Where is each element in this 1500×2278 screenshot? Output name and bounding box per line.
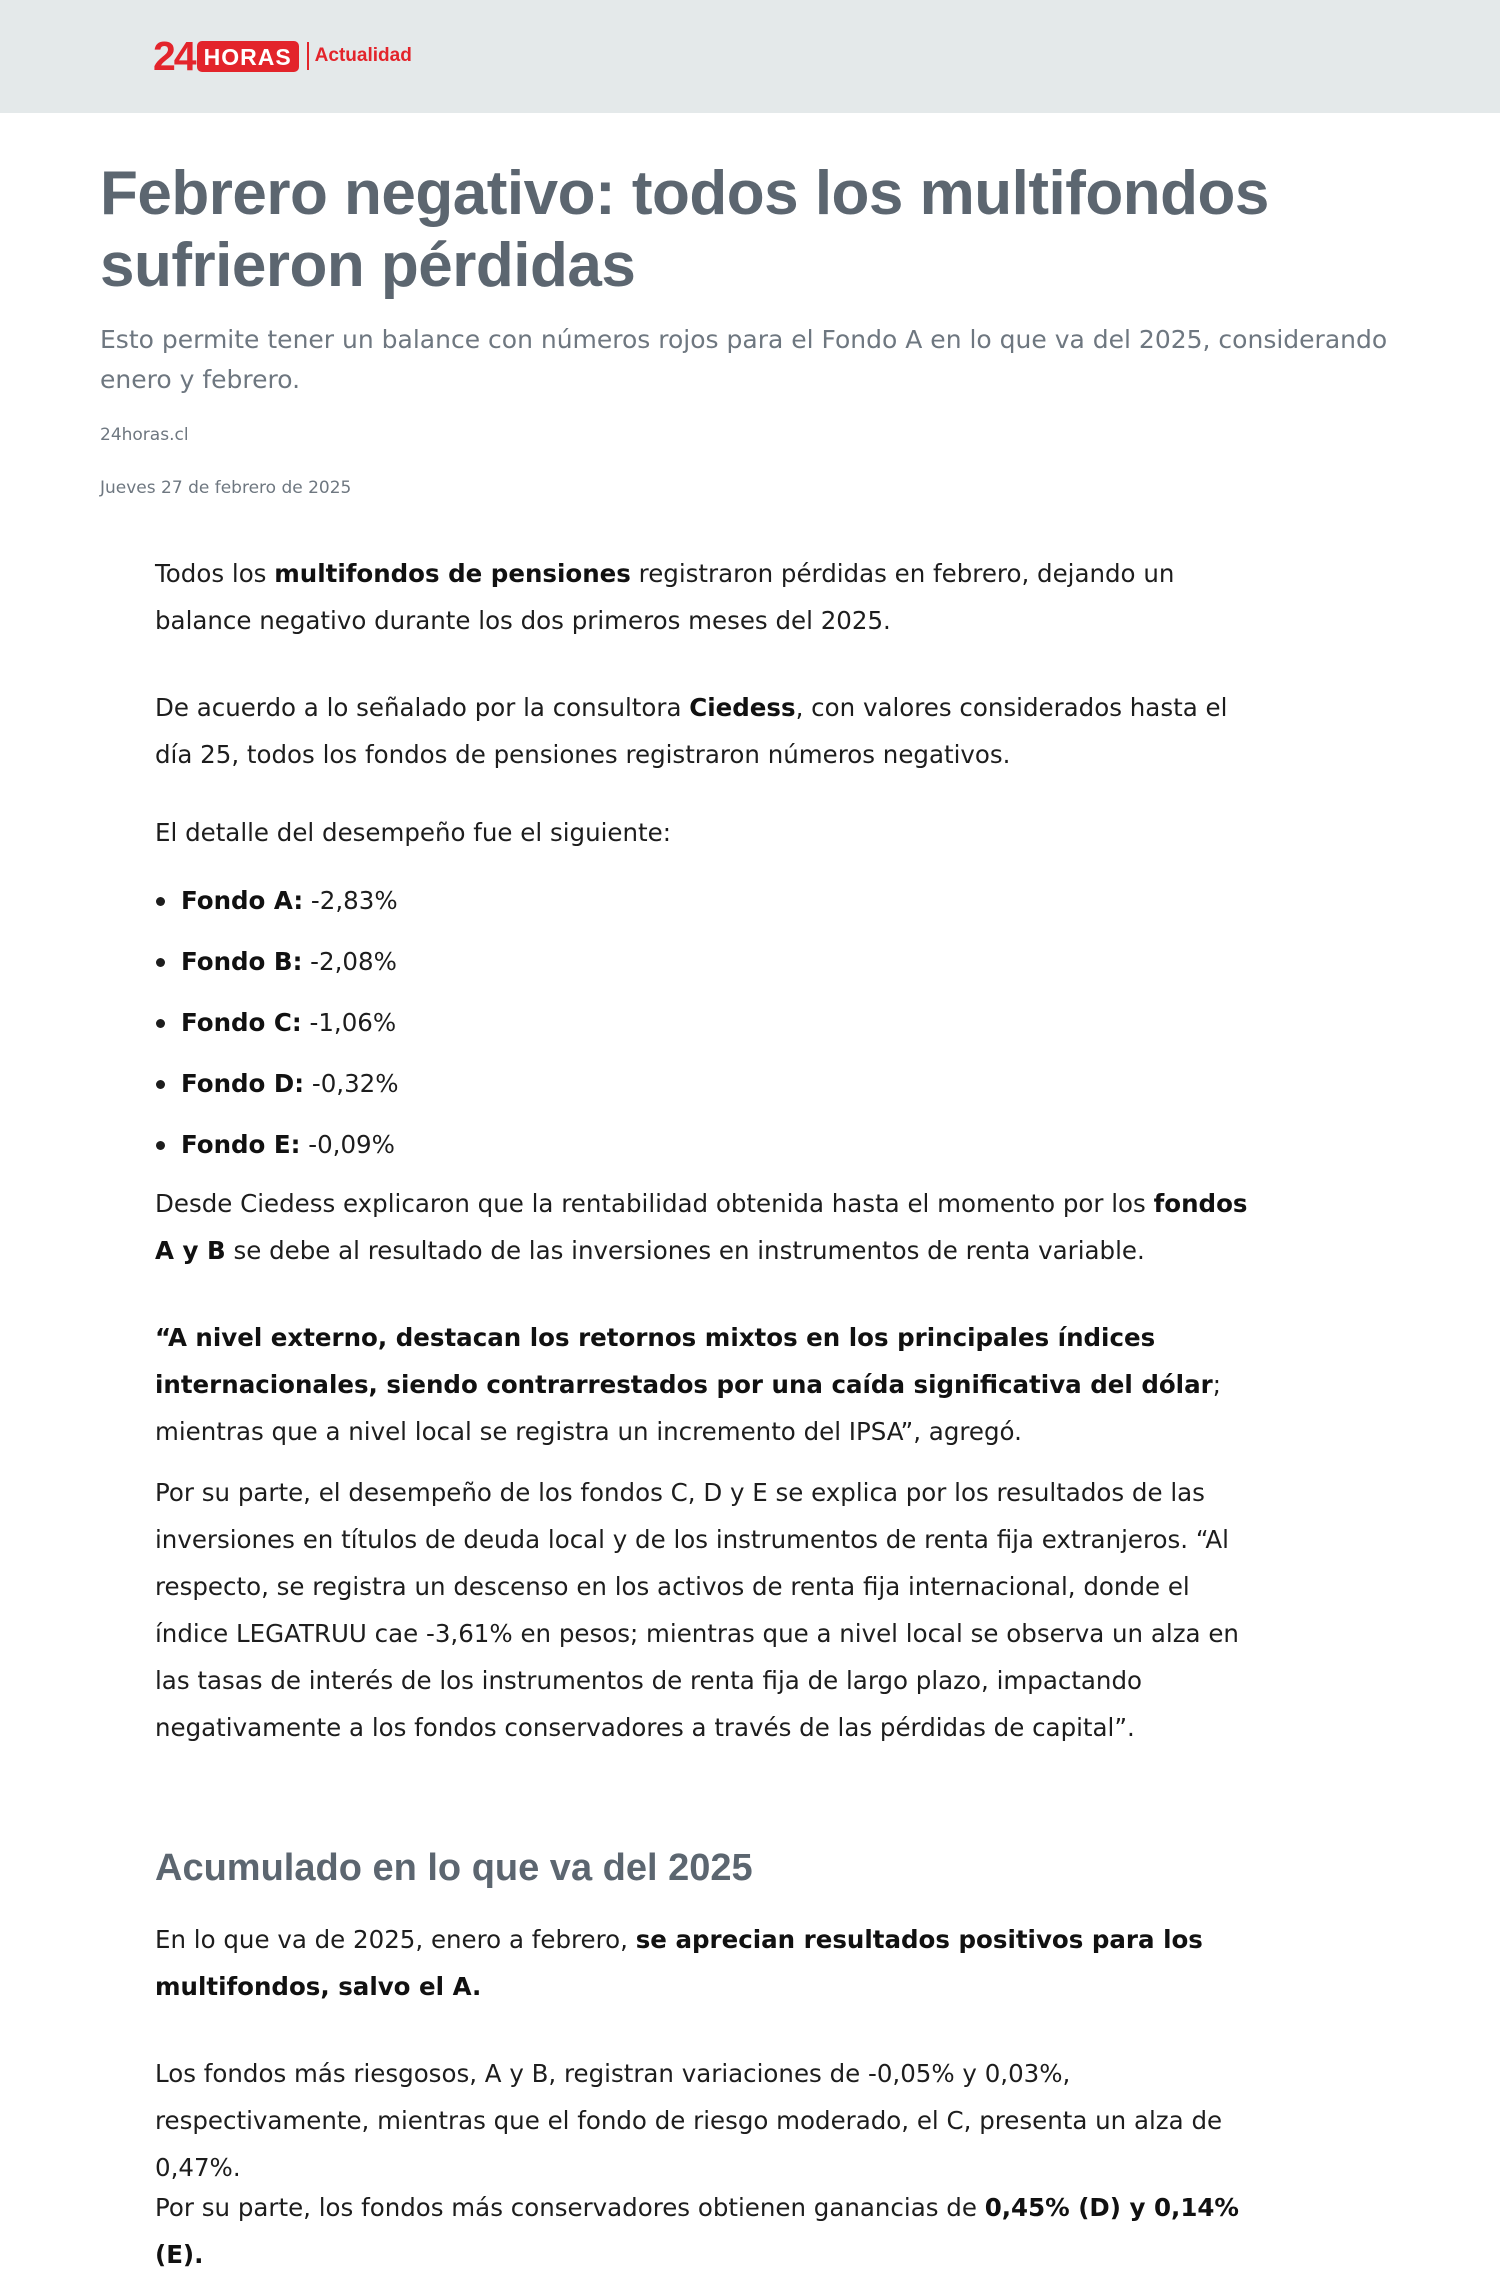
logo-word: HORAS xyxy=(197,41,299,72)
text: se debe al resultado de las inversiones en instrumentos de renta variable. xyxy=(225,1236,1145,1265)
list-item xyxy=(155,877,1265,938)
article-title: Febrero negativo: todos los multifondos sufrieron pérdidas xyxy=(100,159,1269,300)
article-source: 24horas.cl xyxy=(100,425,189,445)
section-link[interactable]: Actualidad xyxy=(314,45,412,66)
paragraph-fondos-ab xyxy=(155,1180,1265,1274)
logo-number: 24 xyxy=(153,33,195,79)
fund-value: -0,09% xyxy=(300,1130,395,1159)
paragraph-fondos-cde: Por su parte, el desempeño de los fondos C, D y E se explica por los resultados de las inversiones en títulos de deuda local y de los instrumentos de renta fija extranjeros. “Al respecto, se registra un descenso en los activos de renta fija internacional, donde el índice LEGATRUU cae -3,61% en pesos; mientras que a nivel local se observa un alza en las tasas de interés de los instrumentos de renta fija de largo plazo, impactando negativamente a los fondos conservadores a través de las pérdidas de capital”. xyxy=(155,1478,1239,1742)
text: Todos los xyxy=(155,559,275,588)
text: Por su parte, los fondos más conservadores obtienen ganancias de xyxy=(155,2193,985,2222)
list-item xyxy=(155,1121,1265,1182)
bold-text: “A nivel externo, destacan los retornos mixtos en los principales índices internacionales, siendo contrarrestados por una caída significativa del dólar xyxy=(155,1323,1213,1399)
bold-text: multifondos de pensiones xyxy=(274,559,631,588)
fund-name: Fondo C: xyxy=(181,1008,302,1037)
fund-value: -2,08% xyxy=(302,947,397,976)
bold-text: Ciedess xyxy=(689,693,796,722)
article-date: Jueves 27 de febrero de 2025 xyxy=(100,478,352,498)
fund-name: Fondo A: xyxy=(181,886,304,915)
bold-text: se aprecian resultados positivos para los multifondos, salvo el A. xyxy=(155,1925,1203,2001)
fund-list xyxy=(155,877,1265,1182)
list-item xyxy=(155,938,1265,999)
text: ; mientras que a nivel local se registra un incremento del IPSA”, agregó. xyxy=(155,1370,1221,1446)
fund-value: -2,83% xyxy=(303,886,398,915)
text: , con valores considerados hasta el día 25, todos los fondos de pensiones registraron números negativos. xyxy=(155,693,1228,769)
fund-name: Fondo E: xyxy=(181,1130,301,1159)
paragraph-riesgosos: Los fondos más riesgosos, A y B, registran variaciones de -0,05% y 0,03%, respectivamente, mientras que el fondo de riesgo moderado, el C, presenta un alza de 0,47%. xyxy=(155,2059,1223,2182)
text: Desde Ciedess explicaron que la rentabilidad obtenida hasta el momento por los xyxy=(155,1189,1154,1218)
fund-name: Fondo B: xyxy=(181,947,303,976)
bold-text: 0,45% (D) y 0,14% (E). xyxy=(155,2193,1239,2269)
text: registraron pérdidas en febrero, dejando un balance negativo durante los dos primeros meses del 2025. xyxy=(155,559,1175,635)
site-logo[interactable] xyxy=(153,33,412,79)
bold-text: fondos A y B xyxy=(155,1189,1248,1265)
logo-divider xyxy=(307,42,309,70)
fund-name: Fondo D: xyxy=(181,1069,305,1098)
paragraph-quote xyxy=(155,1314,1265,1455)
site-header xyxy=(0,0,1500,113)
section-heading: Acumulado en lo que va del 2025 xyxy=(155,1847,753,1889)
paragraph-acumulado xyxy=(155,1916,1265,2010)
article-subtitle: Esto permite tener un balance con números rojos para el Fondo A en lo que va del 2025, considerando enero y febrero. xyxy=(100,325,1388,394)
list-item xyxy=(155,1060,1265,1121)
text: De acuerdo a lo señalado por la consultora xyxy=(155,693,690,722)
paragraph-ciedess xyxy=(155,684,1265,778)
paragraph-detail: El detalle del desempeño fue el siguiente: xyxy=(155,818,671,847)
paragraph-intro xyxy=(155,550,1265,644)
text: En lo que va de 2025, enero a febrero, xyxy=(155,1925,636,1954)
fund-value: -0,32% xyxy=(304,1069,399,1098)
list-item xyxy=(155,999,1265,1060)
paragraph-conservadores xyxy=(155,2184,1265,2278)
fund-value: -1,06% xyxy=(301,1008,397,1037)
